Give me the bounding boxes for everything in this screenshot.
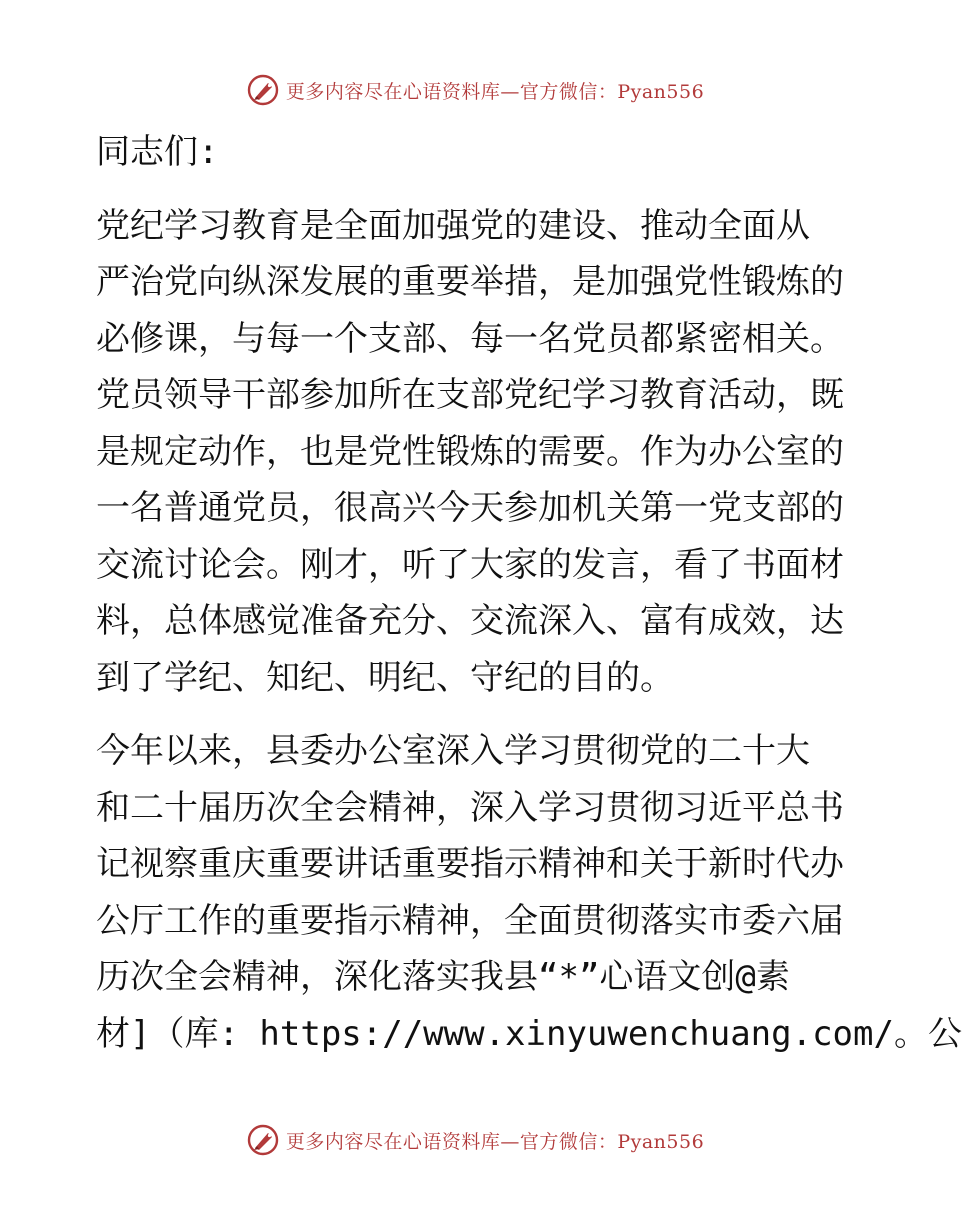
paragraph-line: 是规定动作，也是党性锻炼的需要。作为办公室的 bbox=[96, 431, 844, 472]
watermark-header bbox=[0, 72, 950, 108]
watermark-text: 更多内容尽在心语资料库—官方微信：Pyan556 bbox=[285, 1130, 705, 1153]
paragraph-2 bbox=[96, 723, 962, 1062]
paragraph-line: 党员领导干部参加所在支部党纪学习教育活动，既 bbox=[96, 375, 844, 415]
watermark-text: 更多内容尽在心语资料库—官方微信：Pyan556 bbox=[285, 80, 705, 103]
paragraph-line: 记视察重庆重要讲话重要指示精神和关于新时代办 bbox=[96, 844, 844, 884]
url-line[interactable]: 材]（库: https://www.xinyuwenchuang.com/。公 bbox=[96, 1013, 962, 1054]
document-body bbox=[96, 124, 962, 1062]
paragraph-line: 党纪学习教育是全面加强党的建设、推动全面从 bbox=[96, 205, 810, 246]
paragraph-line: 历次全会精神，深化落实我县“*”心语文创@素 bbox=[96, 957, 790, 997]
paragraph-line: 严治党向纵深发展的重要举措，是加强党性锻炼的 bbox=[96, 262, 844, 302]
salutation: 同志们: bbox=[96, 132, 219, 172]
paragraph-line: 今年以来，县委办公室深入学习贯彻党的二十大 bbox=[96, 731, 810, 771]
paragraph-line: 和二十届历次全会精神，深入学习贯彻习近平总书 bbox=[96, 787, 844, 828]
paragraph-line: 必修课，与每一个支部、每一名党员都紧密相关。 bbox=[96, 318, 844, 359]
paragraph-line: 到了学纪、知纪、明纪、守纪的目的。 bbox=[96, 657, 674, 698]
watermark-footer bbox=[0, 1122, 950, 1158]
paragraph-line: 公厅工作的重要指示精神，全面贯彻落实市委六届 bbox=[96, 900, 844, 941]
pen-nib-logo-icon bbox=[246, 73, 280, 107]
paragraph-line: 料，总体感觉准备充分、交流深入、富有成效，达 bbox=[96, 601, 844, 641]
pen-nib-logo-icon bbox=[246, 1123, 280, 1157]
paragraph-line: 交流讨论会。刚才，听了大家的发言，看了书面材 bbox=[96, 544, 844, 585]
paragraph-1 bbox=[96, 198, 856, 707]
paragraph-line: 一名普通党员，很高兴今天参加机关第一党支部的 bbox=[96, 488, 844, 528]
